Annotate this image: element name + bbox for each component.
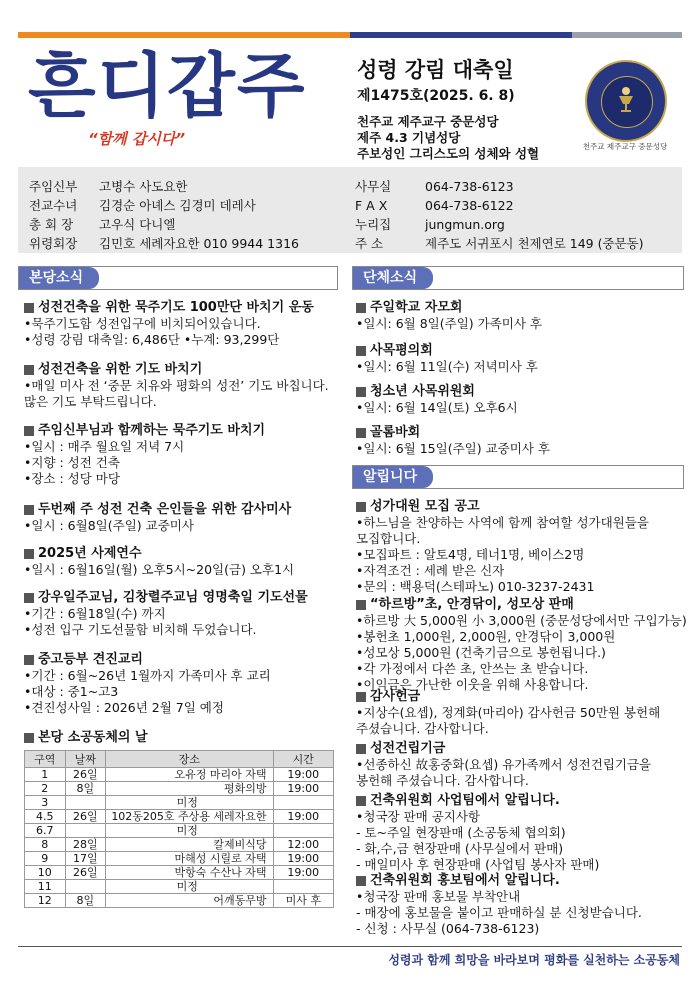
table-row bbox=[25, 894, 334, 908]
table-row bbox=[25, 796, 334, 810]
news-item-line: 많은 기도 부탁드립니다. bbox=[24, 394, 157, 409]
table-cell: 평화의방 bbox=[106, 782, 274, 796]
news-item-line: •하르방 大 5,000원 小 3,000원 (중문성당에서만 구입가능) bbox=[356, 613, 687, 628]
table-cell: 26일 bbox=[65, 810, 105, 824]
footer-motto: 성령과 함께 희망을 바라보며 평화를 실천하는 소공동체 bbox=[388, 953, 680, 967]
news-item-line: •대상 : 중1~고3 bbox=[24, 684, 119, 699]
info-label: 누리집 bbox=[355, 217, 392, 232]
top-color-bar bbox=[18, 32, 682, 38]
news-item bbox=[24, 502, 342, 534]
news-item bbox=[356, 793, 682, 873]
news-item-line: •묵주기도함 성전입구에 비치되어있습니다. bbox=[24, 316, 261, 331]
info-value: 김경순 아녜스 김경미 데레사 bbox=[99, 198, 256, 213]
table-row bbox=[25, 838, 334, 852]
table-cell: 2 bbox=[25, 782, 66, 796]
group-news-tab: 단체소식 bbox=[353, 267, 433, 289]
news-item-line: •이익금은 가난한 이웃을 위해 사용합니다. bbox=[356, 677, 589, 692]
table-row bbox=[25, 782, 334, 796]
news-item-heading: 2025년 사제연수 bbox=[24, 546, 342, 562]
table-cell: 미정 bbox=[106, 796, 274, 810]
news-item-line: 모집합니다. bbox=[356, 531, 421, 546]
parish-news-tab: 본당소식 bbox=[19, 267, 99, 289]
news-item bbox=[24, 362, 342, 410]
community-schedule-table bbox=[24, 750, 334, 908]
contact-info-box bbox=[18, 167, 682, 253]
news-item-line: •하느님을 찬양하는 사역에 함께 참여할 성가대원들을 bbox=[356, 515, 649, 530]
news-item-line: •일시: 6월 14일(토) 오후6시 bbox=[356, 400, 518, 415]
table-cell: 3 bbox=[25, 796, 66, 810]
news-item-line: •기간 : 6월18일(수) 까지 bbox=[24, 606, 166, 621]
info-label: F A X bbox=[355, 198, 388, 213]
table-cell: 26일 bbox=[65, 866, 105, 880]
patron-name: 주보성인 그리스도의 성체와 성혈 bbox=[357, 146, 540, 161]
news-item bbox=[24, 546, 342, 578]
square-bullet-icon bbox=[24, 303, 34, 313]
news-item-line: •기간 : 6월~26년 1월까지 가족미사 후 교리 bbox=[24, 668, 271, 683]
news-item-heading: 성가대원 모집 공고 bbox=[356, 499, 682, 515]
table-cell: 12:00 bbox=[273, 838, 333, 852]
table-cell: 26일 bbox=[65, 768, 105, 782]
table-cell: 19:00 bbox=[273, 782, 333, 796]
news-item bbox=[24, 423, 342, 487]
news-item-line: - 신청 : 사무실 (064-738-6123) bbox=[356, 921, 540, 936]
group-news-header bbox=[352, 266, 684, 290]
table-cell: 12 bbox=[25, 894, 66, 908]
notices-tab: 알립니다 bbox=[353, 466, 433, 488]
news-item bbox=[356, 499, 682, 595]
info-value: 고우식 다니엘 bbox=[99, 217, 176, 232]
table-cell: 11 bbox=[25, 880, 66, 894]
square-bullet-icon bbox=[24, 505, 34, 515]
table-row bbox=[25, 852, 334, 866]
table-cell: 미사 후 bbox=[273, 894, 333, 908]
info-row bbox=[29, 177, 299, 196]
news-item-line: •청국장 판매 홍보물 부착안내 bbox=[356, 889, 521, 904]
square-bullet-icon bbox=[24, 549, 34, 559]
news-item-heading: 본당 소공동체의 날 bbox=[24, 730, 342, 746]
news-item-line: •일시: 6월 15일(주일) 교중미사 후 bbox=[356, 441, 550, 456]
news-item-line: •견진성사일 : 2026년 2월 7일 예정 bbox=[24, 700, 224, 715]
news-item bbox=[356, 425, 682, 457]
news-item bbox=[356, 689, 682, 737]
info-row bbox=[355, 215, 644, 234]
table-cell: 19:00 bbox=[273, 852, 333, 866]
news-item-line: •봉헌초 1,000원, 2,000원, 안경닦이 3,000원 bbox=[356, 629, 616, 644]
news-item-heading: 주임신부님과 함께하는 묵주기도 바치기 bbox=[24, 423, 342, 439]
info-label: 사무실 bbox=[355, 179, 392, 194]
news-item-heading: 성전건축을 위한 기도 바치기 bbox=[24, 362, 342, 378]
logo-slogan: “함께 갑시다” bbox=[88, 130, 185, 148]
table-cell bbox=[65, 824, 105, 838]
square-bullet-icon bbox=[24, 655, 34, 665]
parish-name: 천주교 제주교구 중문성당 bbox=[357, 114, 499, 129]
info-value: 김민호 세례자요한 010 9944 1316 bbox=[99, 236, 299, 251]
table-cell bbox=[273, 880, 333, 894]
info-row bbox=[29, 196, 299, 215]
square-bullet-icon bbox=[356, 876, 366, 886]
table-row bbox=[25, 810, 334, 824]
table-cell bbox=[65, 880, 105, 894]
news-item-line: •지향 : 성전 건축 bbox=[24, 455, 120, 470]
news-item-heading: 청소년 사목위원회 bbox=[356, 384, 682, 400]
info-value: 064-738-6123 bbox=[425, 179, 514, 194]
table-cell: 1 bbox=[25, 768, 66, 782]
square-bullet-icon bbox=[24, 593, 34, 603]
seal-caption: 천주교 제주교구 중문성당 bbox=[582, 142, 668, 151]
table-cell: 8일 bbox=[65, 782, 105, 796]
table-cell: 17일 bbox=[65, 852, 105, 866]
info-label: 총 회 장 bbox=[29, 217, 74, 232]
square-bullet-icon bbox=[356, 428, 366, 438]
table-row bbox=[25, 768, 334, 782]
table-header: 시간 bbox=[273, 751, 333, 768]
table-row bbox=[25, 824, 334, 838]
table-cell: 마해성 시릴로 자택 bbox=[106, 852, 274, 866]
news-item-line: - 매일미사 후 현장판매 (사업팀 봉사자 판매) bbox=[356, 857, 600, 872]
square-bullet-icon bbox=[356, 346, 366, 356]
news-item-line: •일시: 6월 8일(주일) 가족미사 후 bbox=[356, 316, 542, 331]
news-item bbox=[356, 873, 682, 937]
info-label: 주임신부 bbox=[29, 179, 78, 194]
table-cell: 칼제비식당 bbox=[106, 838, 274, 852]
square-bullet-icon bbox=[356, 796, 366, 806]
news-item-line: 주셨습니다. 감사합니다. bbox=[356, 721, 489, 736]
table-cell: 4.5 bbox=[25, 810, 66, 824]
square-bullet-icon bbox=[356, 303, 366, 313]
table-cell: 102동205호 주상용 세레자요한 bbox=[106, 810, 274, 824]
square-bullet-icon bbox=[24, 733, 34, 743]
table-row bbox=[25, 880, 334, 894]
info-value: jungmun.org bbox=[425, 217, 505, 232]
news-item-heading: 주일학교 자모회 bbox=[356, 300, 682, 316]
news-item-line: •선종하신 故홍중화(요셉) 유가족께서 성전건립기금을 bbox=[356, 757, 652, 772]
news-item-line: •매일 미사 전 ‘중문 치유와 평화의 성전’ 기도 바칩니다. bbox=[24, 378, 329, 393]
table-cell: 10 bbox=[25, 866, 66, 880]
news-item-heading: “하르방”초, 안경닦이, 성모상 판매 bbox=[356, 597, 682, 613]
news-item bbox=[24, 730, 342, 746]
news-item bbox=[356, 597, 687, 693]
bulletin-logo bbox=[28, 44, 308, 148]
table-cell: 어깨동무방 bbox=[106, 894, 274, 908]
parish-news-header bbox=[18, 266, 338, 290]
info-label: 전교수녀 bbox=[29, 198, 78, 213]
info-row bbox=[355, 177, 644, 196]
news-item-line: •일시 : 매주 월요일 저녁 7시 bbox=[24, 439, 185, 454]
news-item-line: - 매장에 홍보물을 붙이고 판매하실 분 신청받습니다. bbox=[356, 905, 642, 920]
news-item-line: •모집파트 : 알토4명, 테너1명, 베이스2명 bbox=[356, 547, 585, 562]
news-item-heading: 골롬바회 bbox=[356, 425, 682, 441]
table-cell bbox=[65, 796, 105, 810]
info-label: 위령회장 bbox=[29, 236, 78, 251]
news-item-heading: 두번째 주 성전 건축 은인들을 위한 감사미사 bbox=[24, 502, 342, 518]
table-header: 장소 bbox=[106, 751, 274, 768]
info-value: 064-738-6122 bbox=[425, 198, 514, 213]
news-item-line: •성령 강림 대축일: 6,486단 •누계: 93,299단 bbox=[24, 332, 280, 347]
info-row bbox=[355, 234, 644, 253]
news-item-line: - 토~주일 현장판매 (소공동체 협의회) bbox=[356, 825, 566, 840]
news-item bbox=[24, 652, 342, 716]
news-item-line: •성전 입구 기도선물함 비치해 두었습니다. bbox=[24, 622, 257, 637]
info-row bbox=[29, 234, 299, 253]
parish-seal-icon bbox=[585, 60, 667, 142]
memorial-name: 제주 4.3 기념성당 bbox=[357, 130, 461, 145]
news-item bbox=[356, 384, 682, 416]
news-item-heading: 감사헌금 bbox=[356, 689, 682, 705]
news-item-line: •지상수(요셉), 정계화(마리아) 감사헌금 50만원 봉헌해 bbox=[356, 705, 661, 720]
news-item-line: •일시 : 6월16일(월) 오후5시~20일(금) 오후1시 bbox=[24, 562, 295, 577]
issue-header bbox=[357, 56, 577, 162]
news-item bbox=[356, 741, 682, 789]
news-item-line: •성모상 5,000원 (건축기금으로 봉헌됩니다.) bbox=[356, 645, 606, 660]
table-cell: 8일 bbox=[65, 894, 105, 908]
news-item-line: •장소 : 성당 마당 bbox=[24, 471, 120, 486]
info-row bbox=[29, 215, 299, 234]
table-cell: 9 bbox=[25, 852, 66, 866]
table-cell: 미정 bbox=[106, 880, 274, 894]
info-value: 제주도 서귀포시 천제연로 149 (중문동) bbox=[425, 236, 644, 251]
square-bullet-icon bbox=[356, 387, 366, 397]
news-item-heading: 중고등부 견진교리 bbox=[24, 652, 342, 668]
event-title: 성령 강림 대축일 bbox=[357, 58, 514, 82]
table-cell: 28일 bbox=[65, 838, 105, 852]
table-cell bbox=[273, 824, 333, 838]
news-item-line: •청국장 판매 공지사항 bbox=[356, 809, 480, 824]
table-row bbox=[25, 866, 334, 880]
square-bullet-icon bbox=[24, 365, 34, 375]
table-cell: 19:00 bbox=[273, 866, 333, 880]
table-cell: 6.7 bbox=[25, 824, 66, 838]
square-bullet-icon bbox=[356, 692, 366, 702]
table-cell: 박항숙 수산나 자택 bbox=[106, 866, 274, 880]
square-bullet-icon bbox=[356, 502, 366, 512]
square-bullet-icon bbox=[356, 744, 366, 754]
news-item-line: •자격조건 : 세례 받은 신자 bbox=[356, 563, 505, 578]
table-header: 구역 bbox=[25, 751, 66, 768]
news-item bbox=[24, 300, 342, 348]
square-bullet-icon bbox=[24, 426, 34, 436]
news-item-heading: 성전건립기금 bbox=[356, 741, 682, 757]
news-item bbox=[356, 300, 682, 332]
news-item bbox=[356, 343, 682, 375]
news-item-heading: 성전건축을 위한 묵주기도 100만단 바치기 운동 bbox=[24, 300, 342, 316]
table-cell: 미정 bbox=[106, 824, 274, 838]
table-cell: 19:00 bbox=[273, 768, 333, 782]
table-cell: 19:00 bbox=[273, 810, 333, 824]
news-item-line: 봉헌해 주셨습니다. 감사합니다. bbox=[356, 773, 529, 788]
issue-number: 제1475호(2025. 6. 8) bbox=[357, 88, 515, 104]
news-item-line: •문의 : 백용덕(스테파노) 010-3237-2431 bbox=[356, 579, 595, 594]
news-item-line: - 화,수,금 현장판매 (사무실에서 판매) bbox=[356, 841, 564, 856]
notices-header bbox=[352, 465, 684, 489]
news-item-heading: 건축위원회 사업팀에서 알립니다. bbox=[356, 793, 682, 809]
square-bullet-icon bbox=[356, 600, 366, 610]
table-cell: 8 bbox=[25, 838, 66, 852]
table-cell bbox=[273, 796, 333, 810]
table-header: 날짜 bbox=[65, 751, 105, 768]
news-item-line: •일시 : 6월8일(주일) 교중미사 bbox=[24, 518, 194, 533]
news-item-heading: 사목평의회 bbox=[356, 343, 682, 359]
footer-divider bbox=[18, 946, 682, 947]
news-item-heading: 건축위원회 홍보팀에서 알립니다. bbox=[356, 873, 682, 889]
table-cell: 오유정 마리아 자택 bbox=[106, 768, 274, 782]
logo-title: 흔디갑주 bbox=[28, 44, 307, 127]
info-row bbox=[355, 196, 644, 215]
news-item-line: •각 가정에서 다쓴 초, 안쓰는 초 받습니다. bbox=[356, 661, 589, 676]
info-label: 주 소 bbox=[355, 236, 384, 251]
info-value: 고병수 사도요한 bbox=[99, 179, 188, 194]
news-item-heading: 강우일주교님, 김창렬주교님 영명축일 기도선물 bbox=[24, 590, 342, 606]
news-item bbox=[24, 590, 342, 638]
news-item-line: •일시: 6월 11일(수) 저녁미사 후 bbox=[356, 359, 538, 374]
